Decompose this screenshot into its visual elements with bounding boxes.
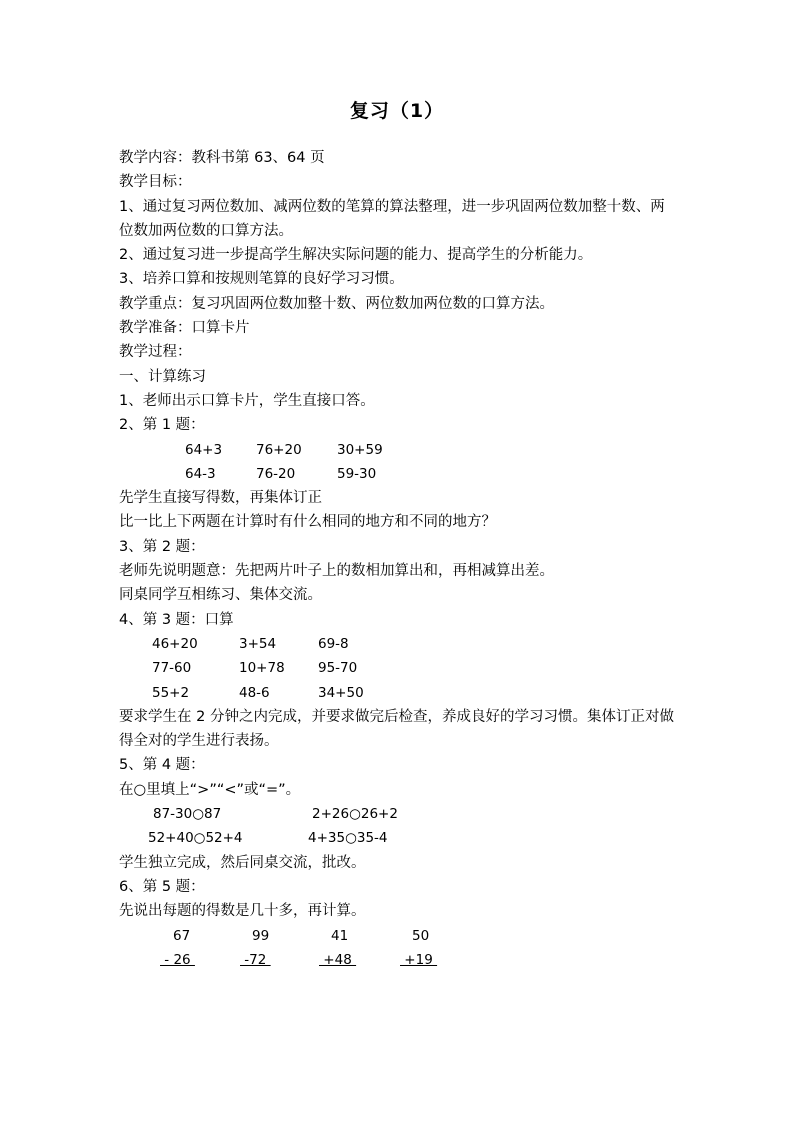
instruction: 要求学生在 2 分钟之内完成，并要求做完后检查，养成良好的学习习惯。集体订正对做得全对的学生进行表扬。: [119, 708, 674, 750]
number: 99: [252, 927, 270, 944]
expression: 64+3: [185, 441, 223, 458]
step-6-heading: 6、第 5 题：: [119, 878, 205, 895]
exercise-4-row-1: [119, 802, 679, 826]
number: 50: [412, 927, 430, 944]
exercise-1-row-1: [119, 438, 679, 462]
expression: 48-6: [239, 684, 270, 701]
expression: 64-3: [185, 465, 216, 482]
exercise-3-row-1: [119, 632, 679, 656]
instruction: 老师先说明题意：先把两片叶子上的数相加算出和，再相减算出差。: [119, 563, 554, 580]
instruction: 在○里填上“>”“<”或“=”。: [119, 781, 301, 798]
teaching-preparation: 教学准备：口算卡片: [119, 320, 250, 337]
comparison: 2+26○26+2: [312, 806, 398, 823]
step-3-heading: 3、第 2 题：: [119, 538, 205, 555]
comparison: 4+35○35-4: [308, 830, 388, 847]
teaching-content: 教学内容：教科书第 63、64 页: [119, 150, 325, 166]
teaching-focus: 教学重点：复习巩固两位数加整十数、两位数加两位数的口算方法。: [119, 295, 554, 312]
goal-1: 1、通过复习两位数加、减两位数的笔算的算法整理，进一步巩固两位数加整十数、两位数加两位数的口算方法。: [119, 198, 665, 239]
teaching-goals-heading: 教学目标：: [119, 174, 192, 191]
exercise-1-row-2: [119, 462, 679, 486]
expression: 30+59: [337, 441, 383, 458]
section-1-heading: 一、计算练习: [119, 368, 206, 385]
exercise-4-row-2: [119, 826, 679, 850]
comparison: 87-30○87: [153, 806, 222, 823]
page-title: 复习（1）: [349, 100, 445, 122]
subtrahend: - 26: [160, 951, 195, 968]
document-body: [119, 146, 679, 972]
addend: +48: [319, 951, 357, 968]
subtrahend: -72: [240, 951, 271, 968]
instruction: 学生独立完成，然后同桌交流，批改。: [119, 854, 366, 871]
expression: 95-70: [318, 660, 358, 677]
step-2-heading: 2、第 1 题：: [119, 417, 205, 434]
teaching-process-heading: 教学过程：: [119, 344, 192, 361]
expression: 3+54: [239, 635, 277, 652]
exercise-5-top-row: [119, 924, 679, 948]
step-4-heading: 4、第 3 题：口算: [119, 611, 234, 628]
exercise-3-row-2: [119, 656, 679, 680]
goal-3: 3、培养口算和按规则笔算的良好学习习惯。: [119, 271, 404, 288]
expression: 59-30: [337, 465, 377, 482]
expression: 76-20: [256, 465, 296, 482]
instruction: 同桌同学互相练习、集体交流。: [119, 587, 322, 604]
expression: 46+20: [152, 635, 198, 652]
expression: 76+20: [256, 441, 302, 458]
expression: 77-60: [152, 660, 192, 677]
instruction: 先说出每题的得数是几十多，再计算。: [119, 903, 366, 920]
exercise-3-row-3: [119, 681, 679, 705]
comparison: 52+40○52+4: [148, 830, 243, 847]
instruction: 先学生直接写得数，再集体订正: [119, 490, 322, 507]
addend: +19: [400, 951, 438, 968]
expression: 34+50: [318, 684, 364, 701]
step-5-heading: 5、第 4 题：: [119, 757, 205, 774]
expression: 55+2: [152, 684, 190, 701]
expression: 10+78: [239, 660, 285, 677]
number: 41: [331, 927, 349, 944]
question: 比一比上下两题在计算时有什么相同的地方和不同的地方？: [119, 514, 496, 531]
expression: 69-8: [318, 635, 349, 652]
goal-2: 2、通过复习进一步提高学生解决实际问题的能力、提高学生的分析能力。: [119, 247, 593, 264]
step-1: 1、老师出示口算卡片，学生直接口答。: [119, 392, 375, 409]
number: 67: [173, 927, 191, 944]
exercise-5-bottom-row: [119, 948, 679, 972]
